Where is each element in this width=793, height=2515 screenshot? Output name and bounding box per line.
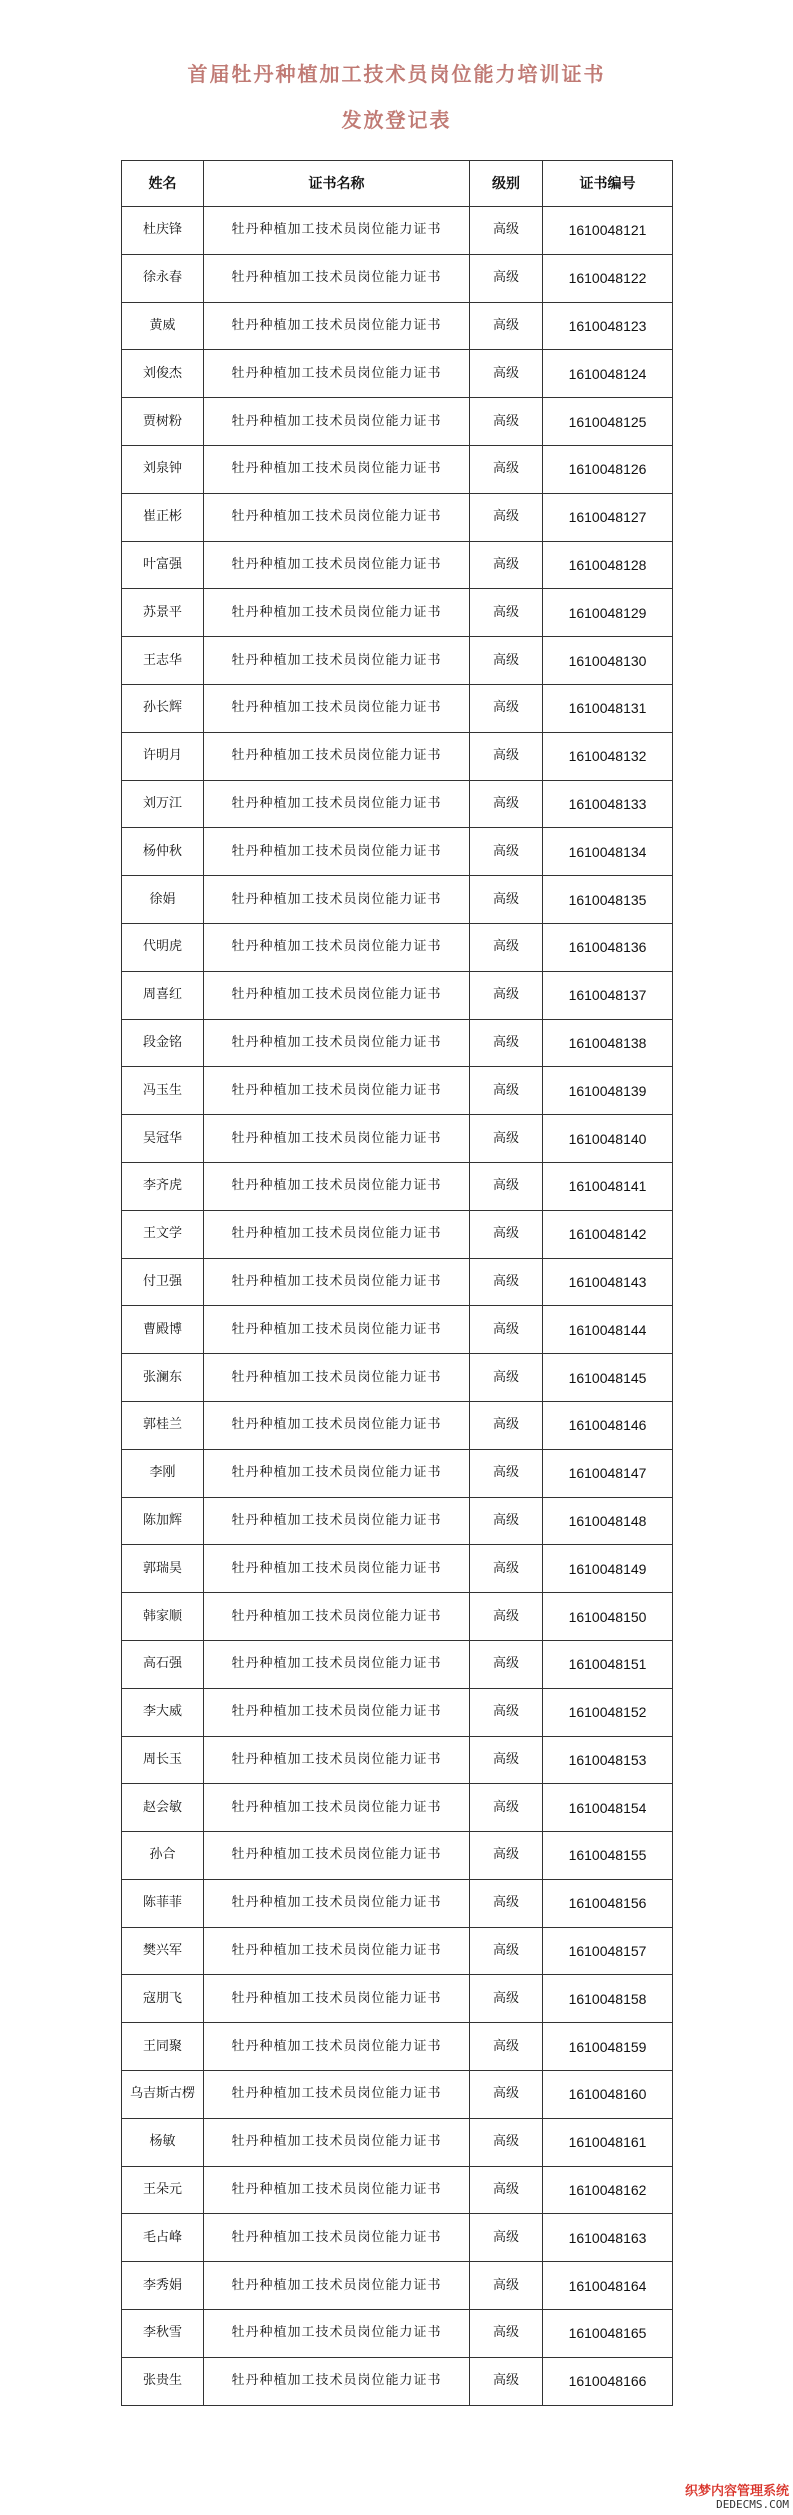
cell-cert-number: 1610048149 (543, 1545, 673, 1593)
table-row (122, 207, 673, 255)
table-row (122, 1306, 673, 1354)
table-row (122, 1067, 673, 1115)
cell-cert-number: 1610048131 (543, 684, 673, 732)
cell-name: 苏景平 (122, 589, 204, 637)
table-row (122, 2262, 673, 2310)
cell-cert-name: 牡丹种植加工技术员岗位能力证书 (204, 1497, 470, 1545)
cell-level: 高级 (470, 398, 543, 446)
cell-name: 乌吉斯古楞 (122, 2071, 204, 2119)
cell-cert-name: 牡丹种植加工技术员岗位能力证书 (204, 254, 470, 302)
cell-level: 高级 (470, 445, 543, 493)
cell-name: 叶富强 (122, 541, 204, 589)
cell-cert-name: 牡丹种植加工技术员岗位能力证书 (204, 1354, 470, 1402)
cell-name: 周长玉 (122, 1736, 204, 1784)
cell-cert-name: 牡丹种植加工技术员岗位能力证书 (204, 876, 470, 924)
cell-level: 高级 (470, 1927, 543, 1975)
cell-cert-number: 1610048137 (543, 971, 673, 1019)
cell-cert-number: 1610048145 (543, 1354, 673, 1402)
cell-level: 高级 (470, 1210, 543, 1258)
cell-cert-name: 牡丹种植加工技术员岗位能力证书 (204, 828, 470, 876)
table-row (122, 1784, 673, 1832)
cell-cert-number: 1610048121 (543, 207, 673, 255)
cell-level: 高级 (470, 876, 543, 924)
cell-name: 毛占峰 (122, 2214, 204, 2262)
cell-level: 高级 (470, 2118, 543, 2166)
table-row (122, 2214, 673, 2262)
cell-name: 徐永春 (122, 254, 204, 302)
cell-cert-number: 1610048125 (543, 398, 673, 446)
table-row (122, 1019, 673, 1067)
cell-cert-number: 1610048152 (543, 1688, 673, 1736)
cell-level: 高级 (470, 684, 543, 732)
cell-name: 孙长辉 (122, 684, 204, 732)
cell-name: 贾树粉 (122, 398, 204, 446)
cell-cert-number: 1610048163 (543, 2214, 673, 2262)
cell-name: 曹殿博 (122, 1306, 204, 1354)
cell-name: 陈加辉 (122, 1497, 204, 1545)
cell-cert-number: 1610048127 (543, 493, 673, 541)
cell-cert-name: 牡丹种植加工技术员岗位能力证书 (204, 1593, 470, 1641)
cell-cert-name: 牡丹种植加工技术员岗位能力证书 (204, 2310, 470, 2358)
cell-cert-number: 1610048134 (543, 828, 673, 876)
cell-cert-name: 牡丹种植加工技术员岗位能力证书 (204, 445, 470, 493)
table-row (122, 1258, 673, 1306)
cell-name: 刘万江 (122, 780, 204, 828)
table-row (122, 780, 673, 828)
cell-level: 高级 (470, 1162, 543, 1210)
cell-name: 张贵生 (122, 2357, 204, 2405)
table-row (122, 445, 673, 493)
cell-cert-name: 牡丹种植加工技术员岗位能力证书 (204, 780, 470, 828)
cell-cert-name: 牡丹种植加工技术员岗位能力证书 (204, 207, 470, 255)
cell-cert-number: 1610048124 (543, 350, 673, 398)
table-row (122, 1497, 673, 1545)
cell-level: 高级 (470, 1975, 543, 2023)
cell-name: 寇朋飞 (122, 1975, 204, 2023)
cell-level: 高级 (470, 1019, 543, 1067)
cell-level: 高级 (470, 971, 543, 1019)
cell-cert-name: 牡丹种植加工技术员岗位能力证书 (204, 1258, 470, 1306)
cell-cert-name: 牡丹种植加工技术员岗位能力证书 (204, 398, 470, 446)
cell-name: 许明月 (122, 732, 204, 780)
cell-cert-number: 1610048128 (543, 541, 673, 589)
cell-level: 高级 (470, 1401, 543, 1449)
cell-cert-name: 牡丹种植加工技术员岗位能力证书 (204, 2357, 470, 2405)
cell-name: 赵会敏 (122, 1784, 204, 1832)
cell-name: 刘俊杰 (122, 350, 204, 398)
cell-level: 高级 (470, 1354, 543, 1402)
header-level: 级别 (470, 161, 543, 207)
cell-cert-name: 牡丹种植加工技术员岗位能力证书 (204, 1688, 470, 1736)
cell-level: 高级 (470, 780, 543, 828)
cell-level: 高级 (470, 637, 543, 685)
cell-cert-number: 1610048136 (543, 923, 673, 971)
cell-level: 高级 (470, 1736, 543, 1784)
cell-cert-number: 1610048151 (543, 1640, 673, 1688)
table-row (122, 1927, 673, 1975)
cell-cert-name: 牡丹种植加工技术员岗位能力证书 (204, 1545, 470, 1593)
cell-name: 韩家顺 (122, 1593, 204, 1641)
cell-level: 高级 (470, 828, 543, 876)
table-row (122, 1354, 673, 1402)
cell-level: 高级 (470, 2023, 543, 2071)
cell-cert-name: 牡丹种植加工技术员岗位能力证书 (204, 1449, 470, 1497)
cell-level: 高级 (470, 2262, 543, 2310)
table-row (122, 2023, 673, 2071)
table-row (122, 2357, 673, 2405)
cell-level: 高级 (470, 302, 543, 350)
cell-level: 高级 (470, 1688, 543, 1736)
cell-level: 高级 (470, 2071, 543, 2119)
cell-level: 高级 (470, 1545, 543, 1593)
watermark (685, 2485, 789, 2511)
table-row (122, 254, 673, 302)
header-cert-name: 证书名称 (204, 161, 470, 207)
cell-level: 高级 (470, 1115, 543, 1163)
cell-name: 郭瑞昊 (122, 1545, 204, 1593)
cell-cert-number: 1610048150 (543, 1593, 673, 1641)
cell-name: 郭桂兰 (122, 1401, 204, 1449)
cell-cert-number: 1610048158 (543, 1975, 673, 2023)
table-row (122, 589, 673, 637)
cell-level: 高级 (470, 207, 543, 255)
watermark-text: 织梦内容管理系统 (684, 2483, 789, 2499)
cell-cert-name: 牡丹种植加工技术员岗位能力证书 (204, 1832, 470, 1880)
table-row (122, 1210, 673, 1258)
cell-level: 高级 (470, 1784, 543, 1832)
cell-level: 高级 (470, 2214, 543, 2262)
cell-cert-number: 1610048141 (543, 1162, 673, 1210)
cell-cert-name: 牡丹种植加工技术员岗位能力证书 (204, 971, 470, 1019)
cell-level: 高级 (470, 1449, 543, 1497)
cell-cert-number: 1610048147 (543, 1449, 673, 1497)
cell-cert-name: 牡丹种植加工技术员岗位能力证书 (204, 302, 470, 350)
table-row (122, 971, 673, 1019)
cell-cert-name: 牡丹种植加工技术员岗位能力证书 (204, 1162, 470, 1210)
cell-cert-number: 1610048138 (543, 1019, 673, 1067)
cell-name: 周喜红 (122, 971, 204, 1019)
cell-cert-number: 1610048143 (543, 1258, 673, 1306)
cell-name: 崔正彬 (122, 493, 204, 541)
cell-name: 高石强 (122, 1640, 204, 1688)
cell-level: 高级 (470, 254, 543, 302)
table-row (122, 541, 673, 589)
cell-cert-number: 1610048161 (543, 2118, 673, 2166)
cell-cert-number: 1610048148 (543, 1497, 673, 1545)
cell-cert-name: 牡丹种植加工技术员岗位能力证书 (204, 2262, 470, 2310)
cell-name: 王志华 (122, 637, 204, 685)
cell-name: 杜庆锋 (122, 207, 204, 255)
cell-name: 杨仲秋 (122, 828, 204, 876)
header-cert-number: 证书编号 (543, 161, 673, 207)
cell-cert-number: 1610048122 (543, 254, 673, 302)
cell-level: 高级 (470, 493, 543, 541)
cell-cert-name: 牡丹种植加工技术员岗位能力证书 (204, 2166, 470, 2214)
cell-cert-name: 牡丹种植加工技术员岗位能力证书 (204, 1736, 470, 1784)
table-row (122, 302, 673, 350)
cell-name: 孙合 (122, 1832, 204, 1880)
cell-cert-number: 1610048142 (543, 1210, 673, 1258)
page-title: 首届牡丹种植加工技术员岗位能力培训证书 (187, 62, 606, 86)
cell-cert-number: 1610048140 (543, 1115, 673, 1163)
table-row (122, 1736, 673, 1784)
cell-cert-number: 1610048126 (543, 445, 673, 493)
table-row (122, 1879, 673, 1927)
cell-name: 徐娟 (122, 876, 204, 924)
cell-cert-name: 牡丹种植加工技术员岗位能力证书 (204, 2071, 470, 2119)
page-subtitle: 发放登记表 (341, 108, 452, 132)
cell-name: 黄威 (122, 302, 204, 350)
table-row (122, 350, 673, 398)
table-row (122, 1449, 673, 1497)
cell-name: 吴冠华 (122, 1115, 204, 1163)
cell-level: 高级 (470, 732, 543, 780)
table-row (122, 876, 673, 924)
cell-level: 高级 (470, 1306, 543, 1354)
cell-level: 高级 (470, 1832, 543, 1880)
cell-level: 高级 (470, 1258, 543, 1306)
table-row (122, 2310, 673, 2358)
cell-cert-name: 牡丹种植加工技术员岗位能力证书 (204, 923, 470, 971)
cell-name: 李大威 (122, 1688, 204, 1736)
cell-name: 代明虎 (122, 923, 204, 971)
cell-cert-name: 牡丹种植加工技术员岗位能力证书 (204, 2023, 470, 2071)
header-name: 姓名 (122, 161, 204, 207)
table-row (122, 828, 673, 876)
cell-level: 高级 (470, 1593, 543, 1641)
cell-level: 高级 (470, 350, 543, 398)
cell-name: 刘泉钟 (122, 445, 204, 493)
cell-cert-name: 牡丹种植加工技术员岗位能力证书 (204, 1927, 470, 1975)
cell-level: 高级 (470, 1497, 543, 1545)
watermark-domain: DEDECMS.COM (716, 2497, 789, 2511)
cell-name: 段金铭 (122, 1019, 204, 1067)
cell-cert-number: 1610048135 (543, 876, 673, 924)
cell-name: 李刚 (122, 1449, 204, 1497)
cell-cert-name: 牡丹种植加工技术员岗位能力证书 (204, 1640, 470, 1688)
cell-cert-number: 1610048153 (543, 1736, 673, 1784)
cell-name: 樊兴军 (122, 1927, 204, 1975)
cell-cert-name: 牡丹种植加工技术员岗位能力证书 (204, 1067, 470, 1115)
cell-cert-name: 牡丹种植加工技术员岗位能力证书 (204, 684, 470, 732)
table-row (122, 2166, 673, 2214)
cell-cert-name: 牡丹种植加工技术员岗位能力证书 (204, 1879, 470, 1927)
cell-name: 王朵元 (122, 2166, 204, 2214)
cell-cert-number: 1610048159 (543, 2023, 673, 2071)
table-row (122, 2071, 673, 2119)
table-row (122, 1640, 673, 1688)
cell-cert-number: 1610048165 (543, 2310, 673, 2358)
cell-cert-number: 1610048164 (543, 2262, 673, 2310)
cell-cert-number: 1610048133 (543, 780, 673, 828)
cell-cert-name: 牡丹种植加工技术员岗位能力证书 (204, 1401, 470, 1449)
table-row (122, 637, 673, 685)
cell-cert-number: 1610048162 (543, 2166, 673, 2214)
cell-level: 高级 (470, 589, 543, 637)
table-row (122, 1593, 673, 1641)
cell-level: 高级 (470, 2166, 543, 2214)
table-header-row (122, 161, 673, 207)
cell-name: 李秋雪 (122, 2310, 204, 2358)
table-row (122, 398, 673, 446)
cell-level: 高级 (470, 1067, 543, 1115)
cell-name: 付卫强 (122, 1258, 204, 1306)
cell-cert-number: 1610048157 (543, 1927, 673, 1975)
table-row (122, 1832, 673, 1880)
cell-cert-number: 1610048160 (543, 2071, 673, 2119)
table-row (122, 1162, 673, 1210)
table-row (122, 732, 673, 780)
cell-level: 高级 (470, 1879, 543, 1927)
table-row (122, 493, 673, 541)
cell-cert-name: 牡丹种植加工技术员岗位能力证书 (204, 589, 470, 637)
cell-cert-name: 牡丹种植加工技术员岗位能力证书 (204, 2214, 470, 2262)
certificate-table (121, 160, 673, 2406)
table-row (122, 1401, 673, 1449)
table-row (122, 1545, 673, 1593)
cell-level: 高级 (470, 2357, 543, 2405)
cell-name: 李齐虎 (122, 1162, 204, 1210)
cell-name: 张澜东 (122, 1354, 204, 1402)
cell-cert-number: 1610048146 (543, 1401, 673, 1449)
cell-level: 高级 (470, 2310, 543, 2358)
cell-cert-name: 牡丹种植加工技术员岗位能力证书 (204, 1210, 470, 1258)
cell-cert-name: 牡丹种植加工技术员岗位能力证书 (204, 350, 470, 398)
cell-level: 高级 (470, 541, 543, 589)
cell-cert-number: 1610048155 (543, 1832, 673, 1880)
cell-name: 杨敏 (122, 2118, 204, 2166)
cell-cert-name: 牡丹种植加工技术员岗位能力证书 (204, 493, 470, 541)
cell-cert-name: 牡丹种植加工技术员岗位能力证书 (204, 1306, 470, 1354)
cell-cert-name: 牡丹种植加工技术员岗位能力证书 (204, 541, 470, 589)
cell-cert-number: 1610048154 (543, 1784, 673, 1832)
cell-cert-name: 牡丹种植加工技术员岗位能力证书 (204, 1115, 470, 1163)
table-row (122, 1115, 673, 1163)
cell-cert-number: 1610048130 (543, 637, 673, 685)
cell-cert-number: 1610048132 (543, 732, 673, 780)
cell-cert-name: 牡丹种植加工技术员岗位能力证书 (204, 1784, 470, 1832)
cell-name: 王文学 (122, 1210, 204, 1258)
table-row (122, 1688, 673, 1736)
cell-cert-name: 牡丹种植加工技术员岗位能力证书 (204, 2118, 470, 2166)
cell-cert-number: 1610048129 (543, 589, 673, 637)
cell-name: 冯玉生 (122, 1067, 204, 1115)
cell-cert-number: 1610048144 (543, 1306, 673, 1354)
cell-name: 王同聚 (122, 2023, 204, 2071)
cell-cert-name: 牡丹种植加工技术员岗位能力证书 (204, 1975, 470, 2023)
cell-cert-number: 1610048123 (543, 302, 673, 350)
table-row (122, 2118, 673, 2166)
cell-cert-name: 牡丹种植加工技术员岗位能力证书 (204, 1019, 470, 1067)
cell-name: 李秀娟 (122, 2262, 204, 2310)
cell-cert-number: 1610048166 (543, 2357, 673, 2405)
table-body (122, 207, 673, 2406)
cell-cert-name: 牡丹种植加工技术员岗位能力证书 (204, 732, 470, 780)
cell-name: 陈菲菲 (122, 1879, 204, 1927)
table-row (122, 1975, 673, 2023)
cell-cert-number: 1610048156 (543, 1879, 673, 1927)
cell-cert-name: 牡丹种植加工技术员岗位能力证书 (204, 637, 470, 685)
cell-level: 高级 (470, 1640, 543, 1688)
table-row (122, 684, 673, 732)
cell-level: 高级 (470, 923, 543, 971)
cell-cert-number: 1610048139 (543, 1067, 673, 1115)
table-row (122, 923, 673, 971)
